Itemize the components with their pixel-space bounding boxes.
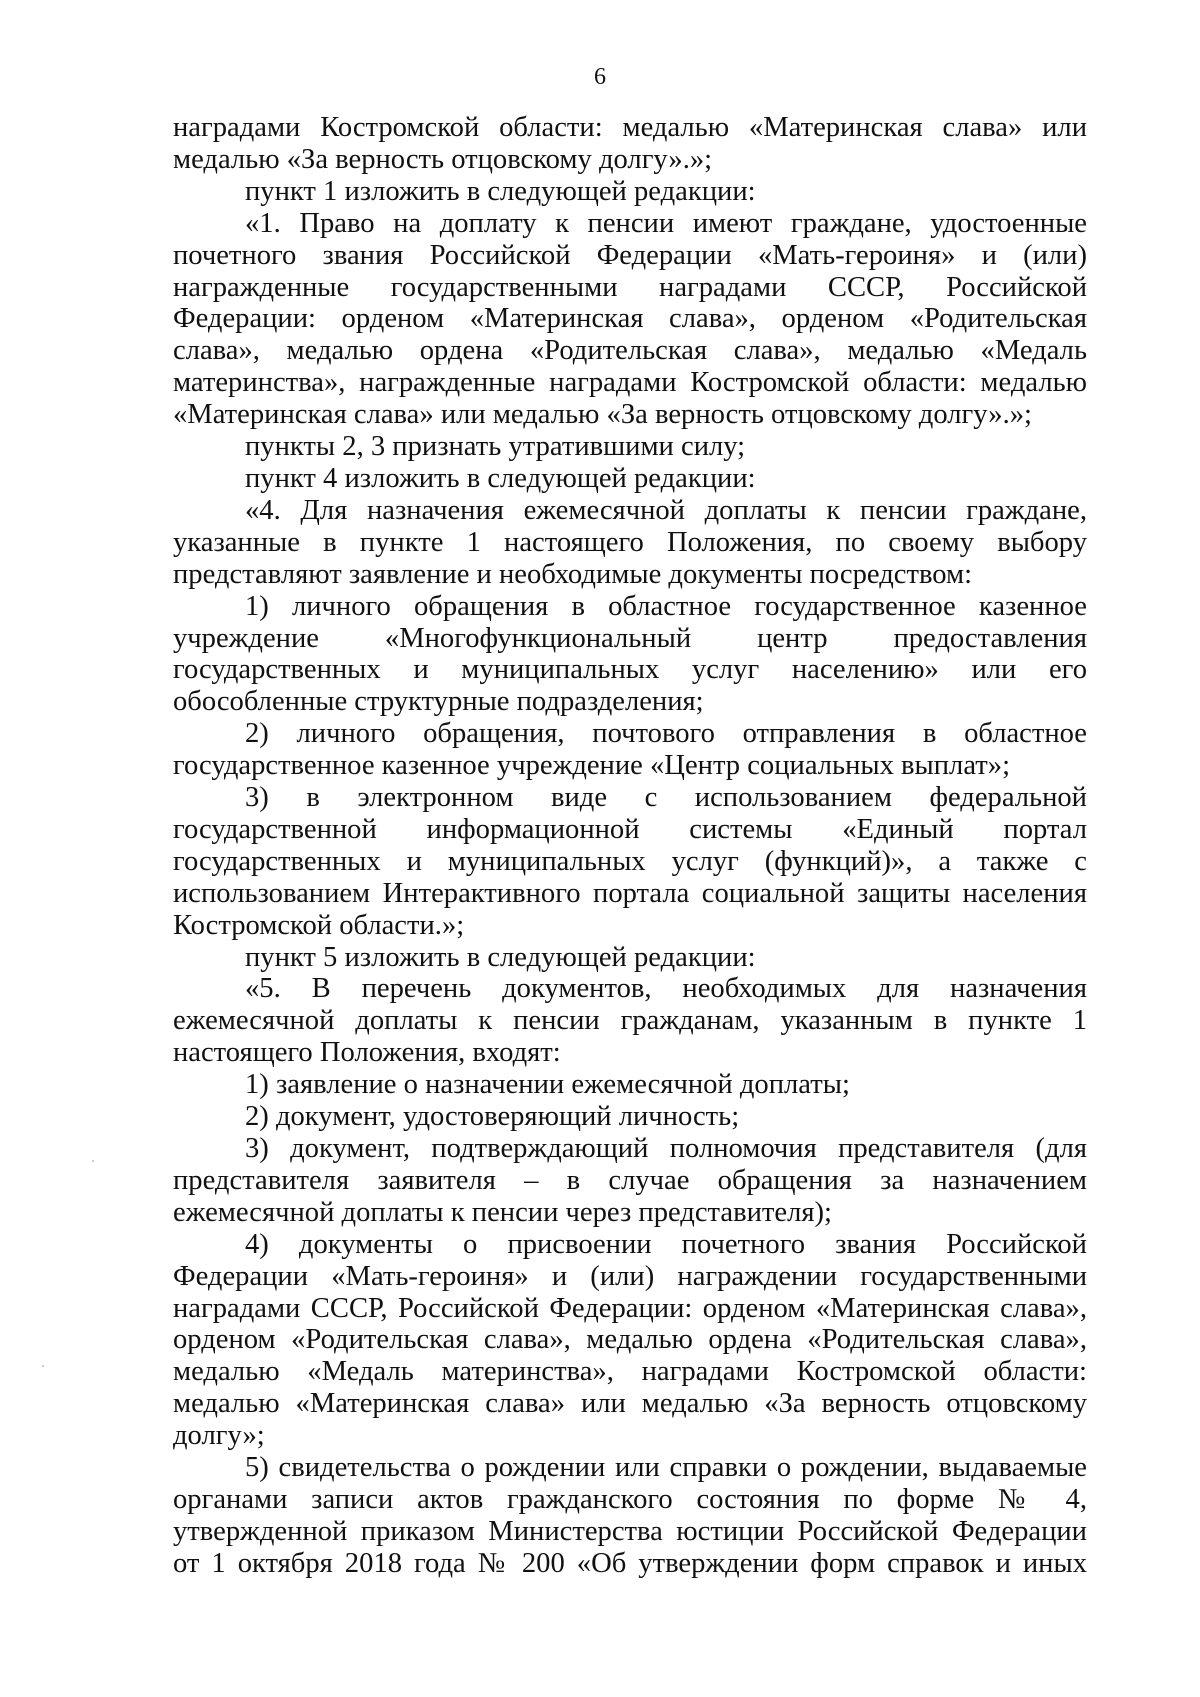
list-item-identity-document: 2) документ, удостоверяющий личность; [245,1101,740,1133]
paragraph-point-1-text: «1. Право на доплату к пенсии имеют граждане, удостоенные почетного звания Российской Федерации «Мать-героиня» и (или) награжденные государственными наградами СССР, Российской Федерации: орденом «Материнская слава», орденом «Родительская слава», медалью ордена «Родительская слава», медалью «Медаль материнства», награжденные наградами Костромской области: медалью «Материнская слава» или медалью «За верность отцовскому долгу».»; [173,207,1087,431]
list-item-birth-certificates: 5) свидетельства о рождении или справки о рождении, выдаваемые органами записи актов гражданского состояния по форме № 4, утвержденной приказом Министерства юстиции Российской Федерации от 1 октября 2018 года № 200 «Об утверждении форм справок и иных [173,1452,1087,1579]
paragraph-amendment-point-4: пункт 4 изложить в следующей редакции: [245,462,756,494]
paragraph-points-2-3-repealed: пункты 2, 3 признать утратившими силу; [245,431,746,463]
paragraph-amendment-point-1: пункт 1 изложить в следующей редакции: [245,175,756,207]
scan-speck [42,1365,44,1367]
list-item-social-payments-center: 2) личного обращения, почтового отправления в областное государственное казенное учреждение «Центр социальных выплат»; [173,718,1087,782]
list-item-representative-authority: 3) документ, подтверждающий полномочия представителя (для представителя заявителя – в случае обращения за назначением ежемесячной доплаты к пенсии через представителя); [173,1133,1087,1228]
list-item-electronic-portal: 3) в электронном виде с использованием федеральной государственной информационной системы «Единый портал государственных и муниципальных услуг (функций)», а также с использованием Интерактивного портала социальной защиты населения Костромской области.»; [173,782,1087,941]
paragraph-point-5-text: «5. В перечень документов, необходимых для назначения ежемесячной доплаты к пенсии гражданам, указанным в пункте 1 настоящего Положения, входят: [173,973,1087,1069]
paragraph-point-4-text: «4. Для назначения ежемесячной доплаты к пенсии граждане, указанные в пункте 1 настоящего Положения, по своему выбору представляют заявление и необходимые документы посредством: [173,494,1087,590]
paragraph-amendment-point-5: пункт 5 изложить в следующей редакции: [245,941,756,973]
page-number: 6 [594,64,606,90]
scan-speck [92,1160,94,1162]
paragraph-continuation: наградами Костромской области: медалью «Материнская слава» или медалью «За верность отцовскому долгу».»; [173,112,1087,175]
list-item-application: 1) заявление о назначении ежемесячной доплаты; [245,1069,850,1101]
list-item-mfc: 1) личного обращения в областное государственное казенное учреждение «Многофункциональный центр предоставления государственных и муниципальных услуг населению» или его обособленные структурные подразделения; [173,590,1087,718]
document-body [173,112,1087,1580]
list-item-award-documents: 4) документы о присвоении почетного звания Российской Федерации «Мать-героиня» и (или) награждении государственными наградами СССР, Российской Федерации: орденом «Материнская слава», орденом «Родительская слава», медалью ордена «Родительская слава», медалью «Медаль материнства», наградами Костромской области: медалью «Материнская слава» или медалью «За верность отцовскому долгу»; [173,1228,1087,1452]
